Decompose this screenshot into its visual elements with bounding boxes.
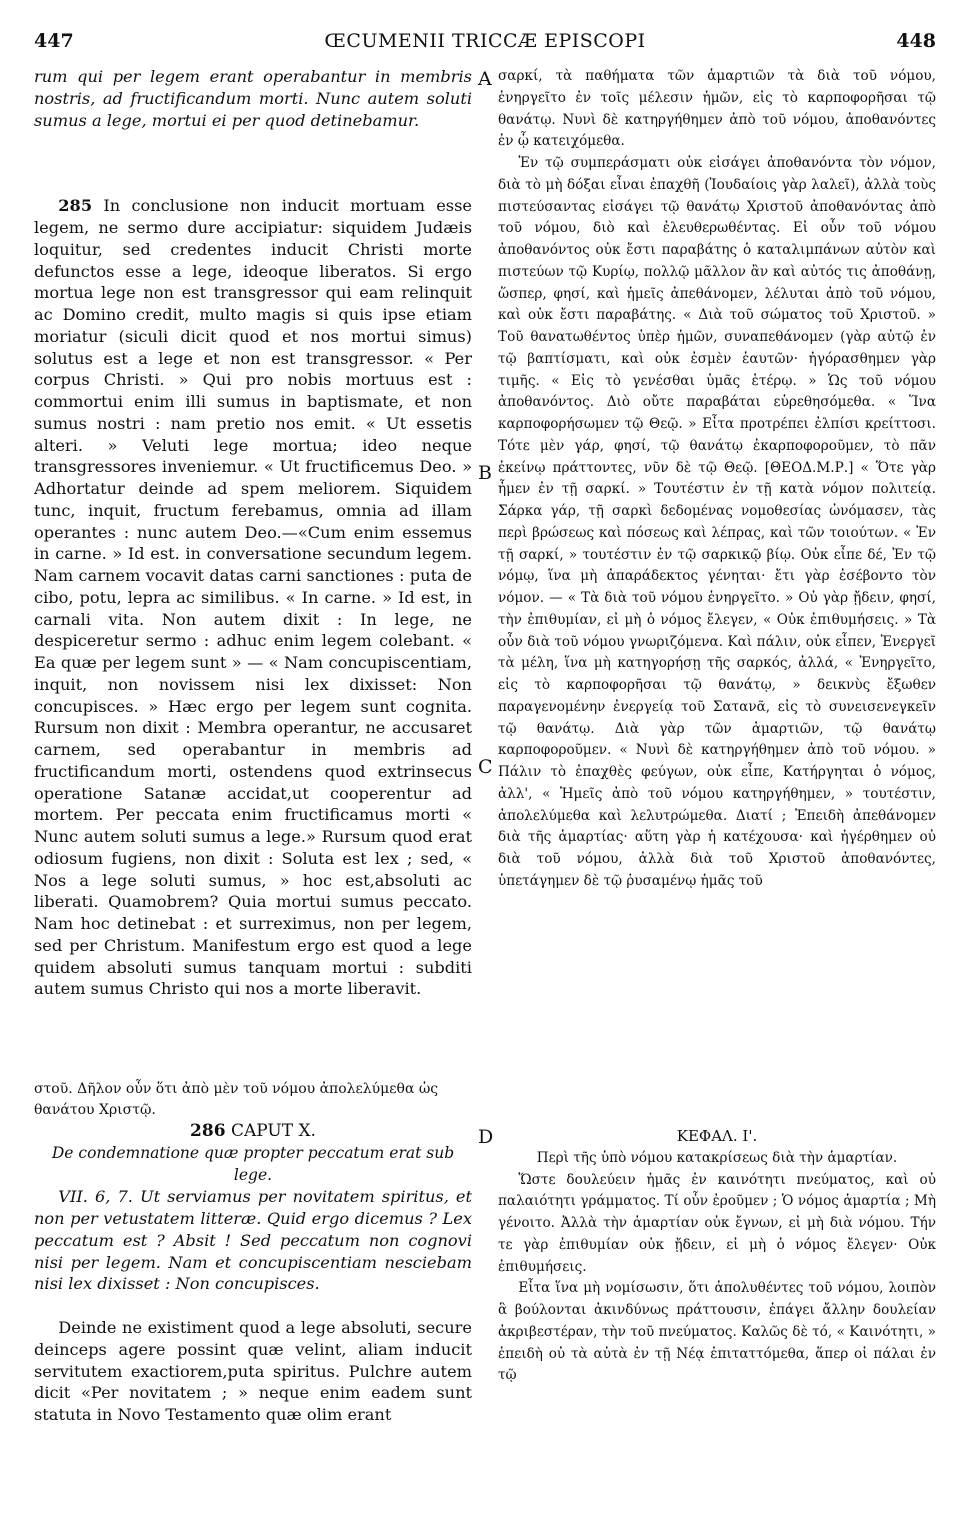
- greek-chapter-title: ΚΕΦΑΛ. Ι'.: [676, 1127, 758, 1145]
- latin-chapter: [34, 1121, 472, 1481]
- greek-chapter: [498, 1126, 936, 1486]
- latin-commentary: Deinde ne existiment quod a lege absoluti, secure deinceps agere possint quæ velint, aliam inducit servitutem exactiorem,puta spiritus. Pulchre autem dicit «Per novitatem ; » neque enim eadem sunt statuta in Novo Testamento quæ olim erant: [34, 1318, 472, 1424]
- marker-a: A: [478, 68, 492, 90]
- latin-verse: VII. 6, 7. Ut serviamus per novitatem spiritus, et non per vetustatem litteræ. Quid ergo dicemus ? Lex peccatum est ? Absit ! Sed peccatum non cognovi nisi per legem. Nam et concupiscentiam nesciebam nisi lex dixisset : Non concupisces.: [34, 1187, 472, 1294]
- marker-c: C: [478, 756, 493, 778]
- greek-chapter-subtitle: Περὶ τῆς ὑπὸ νόμου κατακρίσεως διὰ τὴν ἁμαρτίαν.: [536, 1149, 898, 1166]
- greek-paragraph: Ἐν τῷ συμπεράσματι οὐκ εἰσάγει ἀποθανόντα τὸν νόμον, διὰ τὸ μὴ δόξαι εἶναι ἐπαχθῆ (Ἰουδαίοις γὰρ λαλεῖ), ἀλλὰ τοὺς πιστεύσαντας εἰσάγει τῷ θανάτῳ Χριστοῦ ἀποθανόντας ἀπὸ τοῦ νόμου, διὸ καὶ ἐλευθερωθέντας. Εἰ οὖν τοῦ νόμου ἀποθανόντος οὐκ ἔστι παραβάτης ὁ καταλιμπάνων αὐτὸν καὶ πιστεύων τῷ Κυρίῳ, πολλῷ μᾶλλον ἂν καὶ αὐτός τις ἀποθάνῃ, ὥσπερ, φησί, καὶ ἡμεῖς ἀπεθάνομεν, λέλυται ἀπὸ τοῦ νόμου, καὶ οὐκ ἔστι παραβάτης. « Διὰ τοῦ σώματος τοῦ Χριστοῦ. » Τοῦ θανατωθέντος ὑπὲρ ἡμῶν, συναπεθάνομεν (γὰρ αὐτῷ ἐν τῷ βαπτίσματι, καὶ οὐκ ἐσμὲν ἑαυτῶν· ἠγόρασθημεν γὰρ τιμῆς. « Εἰς τὸ γενέσθαι ὑμᾶς ἑτέρῳ. » Ὡς τοῦ νόμου ἀποθανόντος. Διὸ οὔτε παραβάται εὑρεθησόμεθα. « Ἵνα καρποφορήσωμεν τῷ Θεῷ. » Εἶτα προτρέπει ἐλπίσι κρείττοσι. Τότε μὲν γάρ, φησί, τῷ θανάτῳ ἐκαρποφοροῦμεν, τὸ πᾶν ἐκείνῳ πράττοντες, νῦν δὲ τῷ Θεῷ. [ΘΕΟΔ.Μ.Ρ.] « Ὅτε γὰρ ἦμεν ἐν τῇ σαρκί. » Τουτέστιν ἐν τῇ κατὰ νόμον πολιτείᾳ. Σάρκα γάρ, τῇ σαρκὶ δεδομένας νομοθεσίας ὠνόμασεν, τὰς περὶ βρώσεως καὶ πόσεως καὶ λέπρας, καὶ τῶν τοιούτων. « Ἐν τῇ σαρκί, » τουτέστιν ἐν τῷ σαρκικῷ βίῳ. Οὐκ εἶπε δέ, Ἐν τῷ νόμῳ, ἵνα μὴ ἀπαράδεκτος γένηται· ἔτι γὰρ ἐσέβοντο τὸν νόμον. — « Τὰ διὰ τοῦ νόμου ἐνηργεῖτο. » Οὐ γὰρ ᾔδειν, φησί, τὴν ἐπιθυμίαν, εἰ μὴ ὁ νόμος ἔλεγεν, « Οὐκ ἐπιθυμήσεις. » Τὰ οὖν διὰ τοῦ νόμου γνωριζόμενα. Καὶ πάλιν, οὐκ εἶπεν, Ἐνεργεῖ τὰ μέλη, ἵνα μὴ κατηγορήσῃ τῆς σαρκός, ἀλλά, « Ἐνηργεῖτο, εἰς τὸ καρποφορῆσαι τῷ θανάτῳ, » δεικνὺς ἔξωθεν παραγενομένην ἐνεργείᾳ τοῦ Σατανᾶ, εἰς τὸ συνεισενεγκεῖν τῷ θανάτῳ. Διὰ γὰρ τῶν ἁμαρτιῶν, τῷ θανάτῳ καρποφοροῦμεν. « Νυνὶ δὲ κατηργήθημεν ἀπὸ τοῦ νόμου. » Πάλιν τὸ ἐπαχθὲς φεύγων, οὐκ εἶπε, Κατήργηται ὁ νόμος, ἀλλ', « Ἡμεῖς ἀπὸ τοῦ νόμου κατηργήθημεν, » τουτέστιν, ἀπολελύμεθα καὶ λελυτρώμεθα. Διατί ; Ἐπειδὴ ἀπεθάνομεν διὰ τῆς ἁμαρτίας· αὕτη γὰρ ἡ κατέχουσα· καὶ ἠγέρθημεν οὐ διὰ τοῦ νόμου, ἀλλὰ διὰ τοῦ Χριστοῦ ἀποθανόντες, ὑπετάγημεν δὲ τῷ ῥυσαμένῳ ἡμᾶς τοῦ: [498, 155, 936, 889]
- latin-paragraph-text: In conclusione non inducit mortuam esse legem, ne sermo dure accipiatur: siquidem Judæis loquitur, sed credentes inducit Christi morte defunctos esse a lege, ideoque liberatos. Si ergo mortua lege non est transgressor qui eam relinquit ac Domino credit, multo magis si quis ipse etiam moriatur (siculi dicit quod et nos mortui simus) solutus est a lege et non est transgressor. « Per corpus Christi. » Qui pro nobis mortuus est : commortui enim illi sumus in baptismate, et non sumus nostri : nam pretio nos emit. « Ut essetis alteri. » Veluti lege mortua; ideo neque transgressores inveniemur. « Ut fructificemus Deo. » Adhortatur deinde ad spem meliorem. Siquidem tunc, inquit, fructum ferebamus, omnia ad illam operantes : nunc autem Deo.—«Cum enim essemus in carne. » Id est. in conversatione secundum legem. Nam carnem vocavit datas carni sanctiones : puta de cibo, potu, lepra ac similibus. « In carne. » Id est, in carnali vita. Non autem dixit : In lege, ne despiceretur sermo : adhuc enim legem colebant. « Ea quæ per legem sunt » — « Nam concupiscentiam, inquit, non novissem nisi lex dixisset: Non concupisces. » Hæc ergo per legem sunt cognita. Rursum non dixit : Membra operantur, ne accusaret carnem, sed operabantur in membris ad fructificandum morti, ostendens quod extrinsecus operatione Satanæ accidat,ut cooperentur ad mortem. Per peccata enim fructificamus morti « Nunc autem soluti sumus a lege.» Rursum quod erat odiosum fugiens, non dixit : Soluta est lex ; sed, « Nos a lege soluti sumus, » hoc est,absoluti ac liberati. Quamobrem? Quia mortui sumus peccato. Nam hoc detinebat : et surreximus, non per legem, sed per Christum. Manifestum ergo est quod a lege quidem absoluti sumus tanquam mortui : subditi autem sumus Christo qui nos a morte liberavit.: [34, 196, 472, 999]
- greek-intro: σαρκί, τὰ παθήματα τῶν ἁμαρτιῶν τὰ διὰ τοῦ νόμου, ἐνηργεῖτο ἐν τοῖς μέλεσιν ἡμῶν, εἰς τὸ καρποφορῆσαι τῷ θανάτῳ. Νυνὶ δὲ κατηργήθημεν ἀπὸ τοῦ νόμου, ἀποθανόντες ἐν ᾧ κατειχόμεθα.: [498, 68, 936, 150]
- paragraph-number: 285: [58, 196, 93, 216]
- left-page-number: 447: [34, 30, 74, 52]
- marker-b: B: [478, 462, 492, 484]
- right-page-number: 448: [896, 30, 936, 52]
- chapter-subtitle: De condemnatione quæ propter peccatum erat sub lege.: [51, 1143, 455, 1184]
- latin-intro: rum qui per legem erant operabantur in membris nostris, ad fructificandum morti. Nunc autem soluti sumus a lege, mortui ei per quod detinebamur.: [34, 67, 472, 130]
- latin-paragraph-285: [34, 195, 472, 1000]
- chapter-title: CAPUT X.: [230, 1121, 316, 1141]
- greek-commentary: Εἶτα ἵνα μὴ νομίσωσιν, ὅτι ἀπολυθέντες τοῦ νόμου, λοιπὸν ἃ βούλονται ἀκινδύνως πράττουσιν, ἐπάγει ἄλλην δουλείαν ἀκριβεστέραν, τὴν τοῦ πνεύματος. Καλῶς δὲ τό, « Καινότητι, » ἐπειδὴ οὐ τὰ αὐτὰ ἐν τῇ Νέᾳ ἐπιταττόμεθα, ἅπερ οἱ πάλαι ἐν τῷ: [498, 1280, 936, 1384]
- chapter-number: 286: [190, 1121, 226, 1141]
- marker-d: D: [478, 1126, 494, 1148]
- chapter-heading: [34, 1121, 472, 1143]
- latin-column: [34, 66, 472, 1076]
- running-title: ŒCUMENII TRICCÆ EPISCOPI: [324, 30, 646, 52]
- greek-continuation-line: στοῦ. Δῆλον οὖν ὅτι ἀπὸ μὲν τοῦ νόμου ἀπολελύμεθα ὡς θανάτου Χριστῷ.: [34, 1081, 439, 1118]
- greek-column: [498, 66, 936, 1111]
- greek-verse: Ὥστε δουλεύειν ἡμᾶς ἐν καινότητι πνεύματος, καὶ οὐ παλαιότητι γράμματος. Τί οὖν ἐροῦμεν ; Ὁ νόμος ἁμαρτία ; Μὴ γένοιτο. Ἀλλὰ τὴν ἁμαρτίαν οὐκ ἔγνων, εἰ μὴ διὰ νόμου. Τήν τε γὰρ ἐπιθυμίαν οὐκ ᾔδειν, εἰ μὴ ὁ νόμος ἔλεγεν· Οὐκ ἐπιθυμήσεις.: [498, 1171, 936, 1275]
- page-header: [34, 30, 936, 56]
